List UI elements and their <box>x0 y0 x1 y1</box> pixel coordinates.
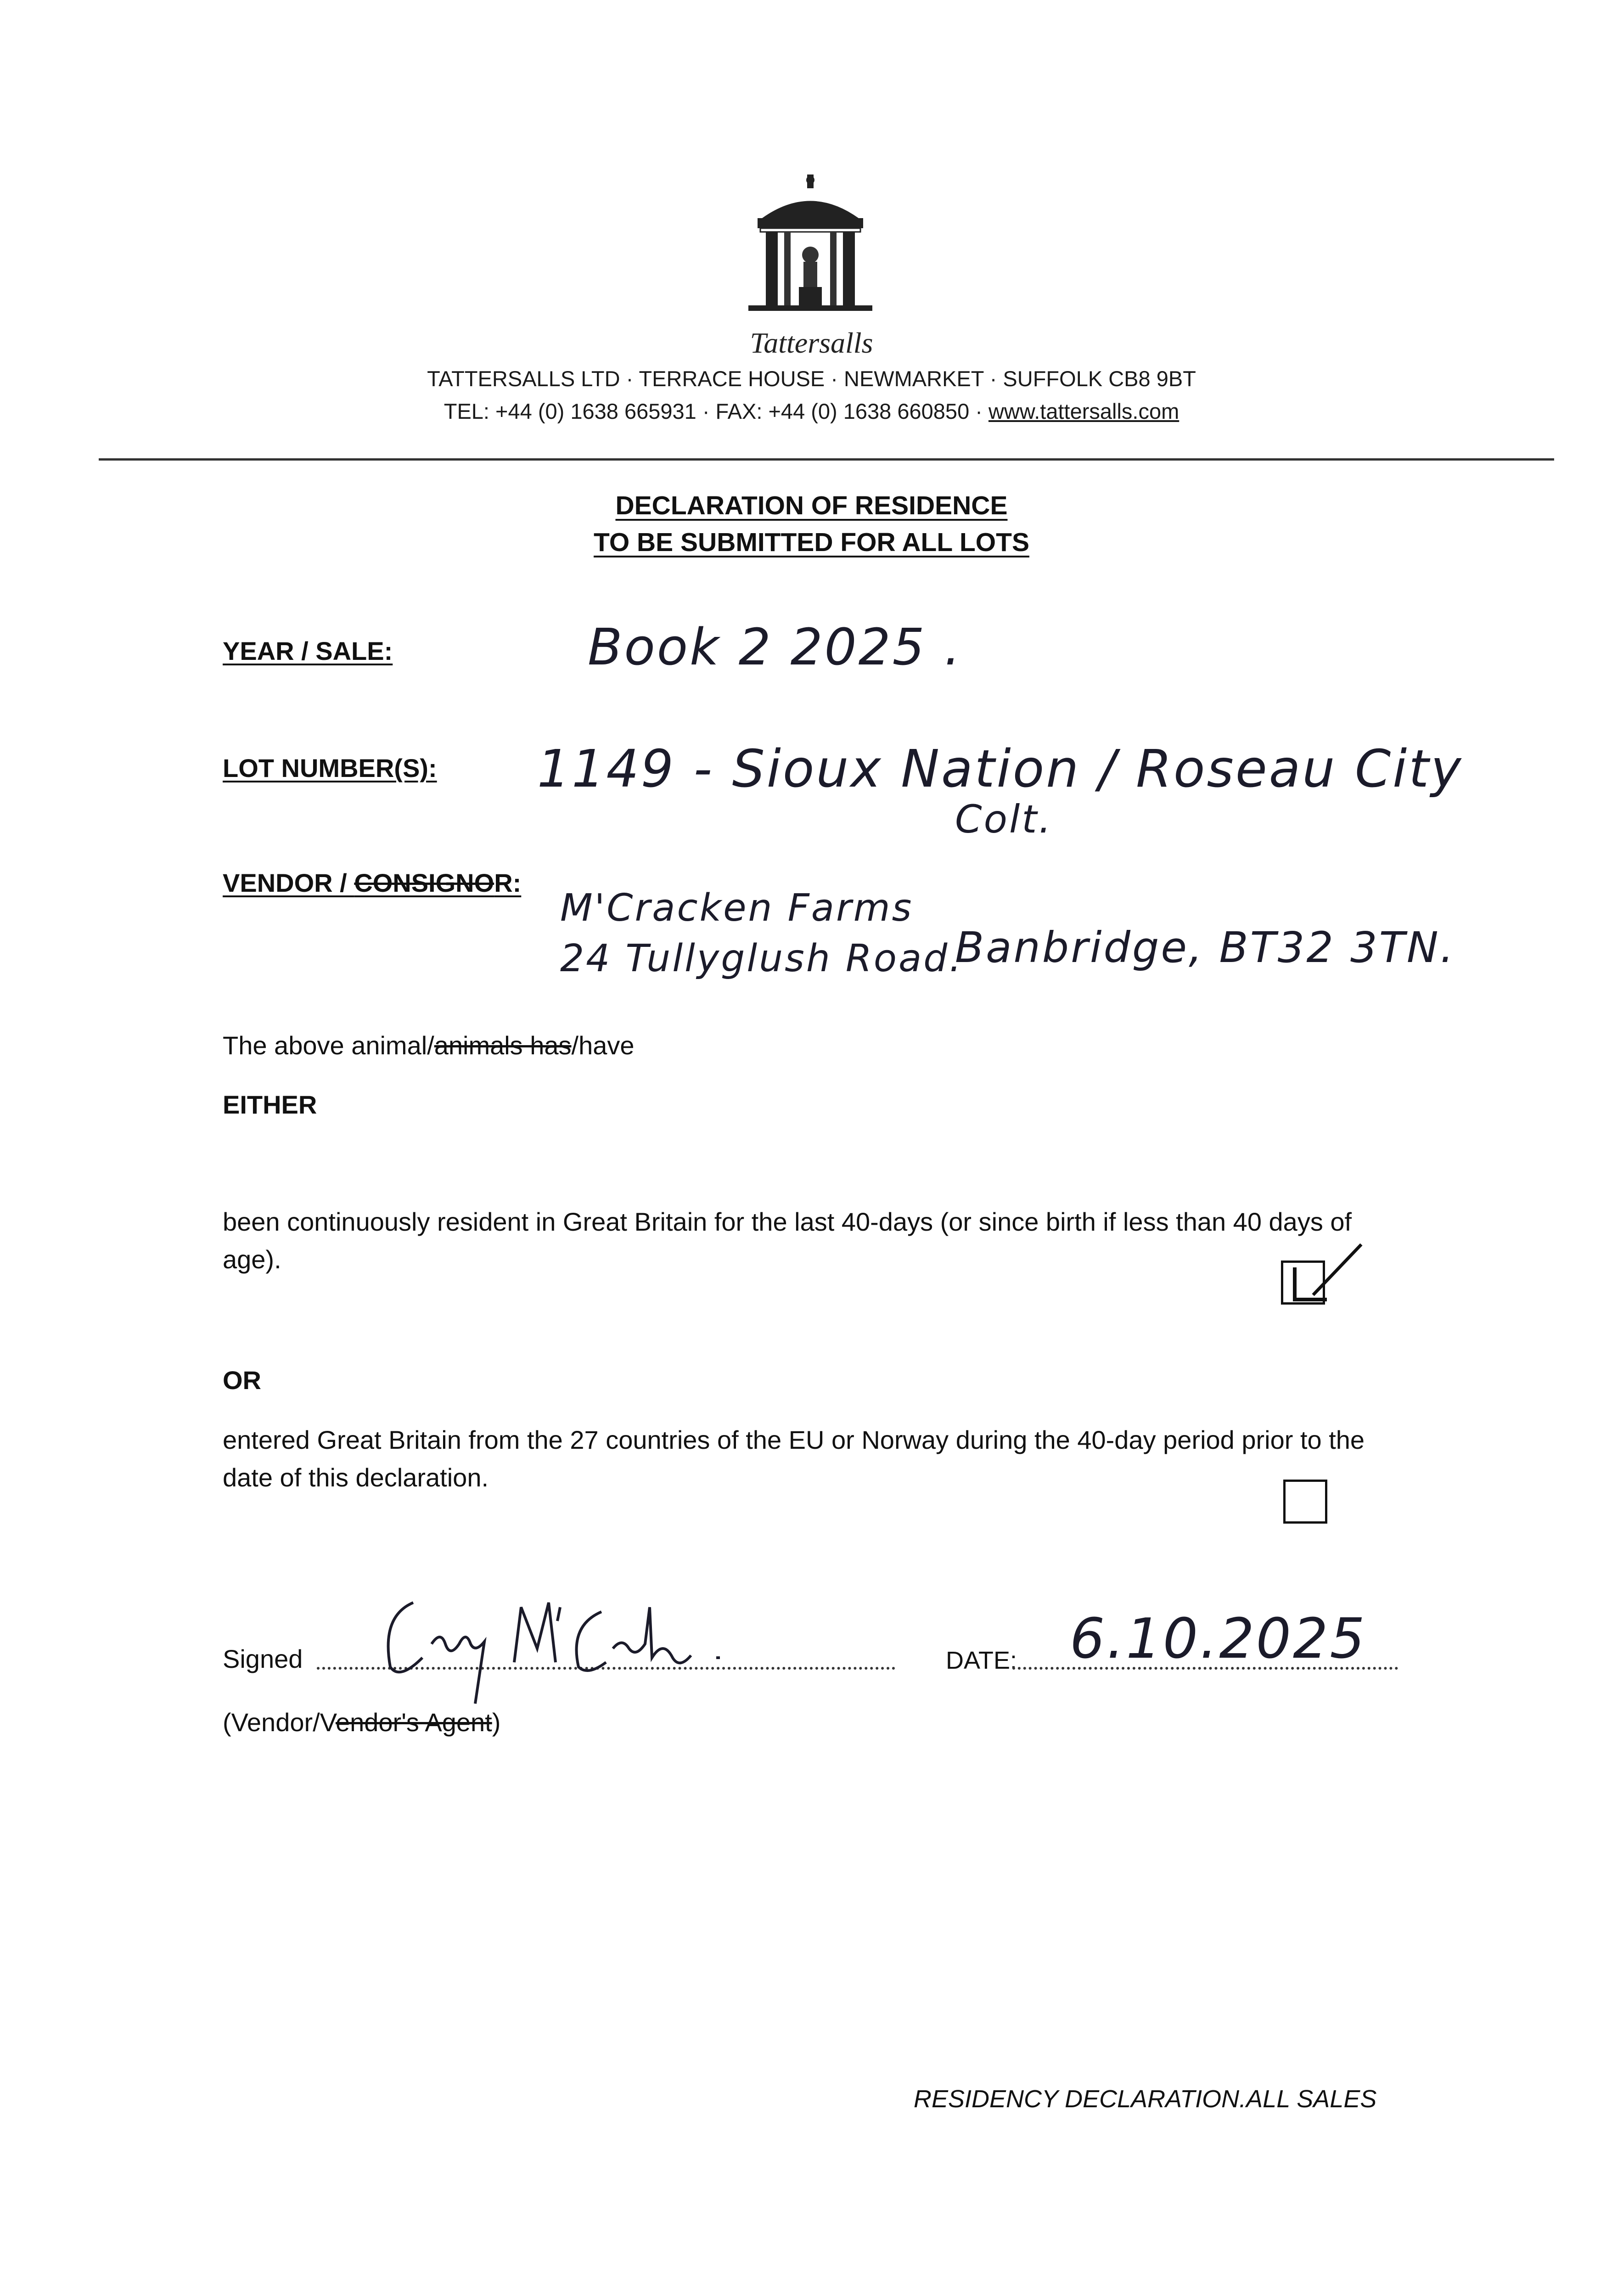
form-title: DECLARATION OF RESIDENCE <box>615 491 1008 520</box>
signatory-struck: endor's Agent <box>335 1708 492 1737</box>
date-value[interactable]: 6.10.2025 <box>1070 1607 1367 1671</box>
company-contact <box>0 399 1623 424</box>
lot-number-value[interactable]: 1149 - Sioux Nation / Roseau City <box>537 739 1463 799</box>
vendor-label-struck: CONSIGNO <box>354 868 494 897</box>
header-divider <box>99 458 1554 461</box>
tattersalls-logo-icon <box>735 174 886 326</box>
website-link[interactable]: www.tattersalls.com <box>988 399 1179 423</box>
or-heading: OR <box>223 1366 261 1395</box>
option2-text: entered Great Britain from the 27 countries of the EU or Norway during the 40-day period prior to the date of this declaration. <box>223 1425 1365 1492</box>
year-sale-value[interactable]: Book 2 2025 . <box>588 618 962 676</box>
contact-numbers: TEL: +44 (0) 1638 665931 · FAX: +44 (0) 1638 660850 · <box>444 399 988 423</box>
vendor-label <box>223 868 521 898</box>
signatory-prefix: (Vendor/V <box>223 1708 336 1737</box>
company-address: TATTERSALLS LTD · TERRACE HOUSE · NEWMARKET · SUFFOLK CB8 9BT <box>427 366 1196 391</box>
checkmark-icon <box>1276 1240 1368 1318</box>
footer-text: RESIDENCY DECLARATION.ALL SALES <box>914 2085 1377 2113</box>
vendor-label-suffix: R: <box>494 868 522 897</box>
signatory-role <box>223 1707 500 1737</box>
signatory-suffix: ) <box>492 1708 501 1737</box>
lot-number-value-line2[interactable]: Colt. <box>955 797 1053 842</box>
form-subtitle: TO BE SUBMITTED FOR ALL LOTS <box>594 528 1029 557</box>
signed-label: Signed <box>223 1644 303 1673</box>
option1-text: been continuously resident in Great Britain for the last 40-days (or since birth if less than 40 days of age). <box>223 1207 1352 1274</box>
lot-number-label: LOT NUMBER(S): <box>223 754 437 782</box>
vendor-name-value[interactable]: M'Cracken Farms <box>560 886 914 930</box>
animal-struck: animals has <box>434 1031 572 1060</box>
animal-prefix: The above animal/ <box>223 1031 434 1060</box>
vendor-address-value[interactable]: 24 Tullyglush Road. <box>560 937 963 980</box>
vendor-town-value[interactable]: Banbridge, BT32 3TN. <box>955 923 1455 972</box>
option2-checkbox[interactable] <box>1283 1480 1327 1524</box>
vendor-label-prefix: VENDOR / <box>223 868 354 897</box>
date-label: DATE: <box>946 1647 1017 1674</box>
brand-name: Tattersalls <box>750 326 873 359</box>
animal-statement <box>223 1027 635 1064</box>
signature-drawing[interactable] <box>363 1575 776 1713</box>
either-heading: EITHER <box>223 1090 317 1119</box>
year-sale-label: YEAR / SALE: <box>223 636 393 665</box>
animal-suffix: /have <box>571 1031 635 1060</box>
